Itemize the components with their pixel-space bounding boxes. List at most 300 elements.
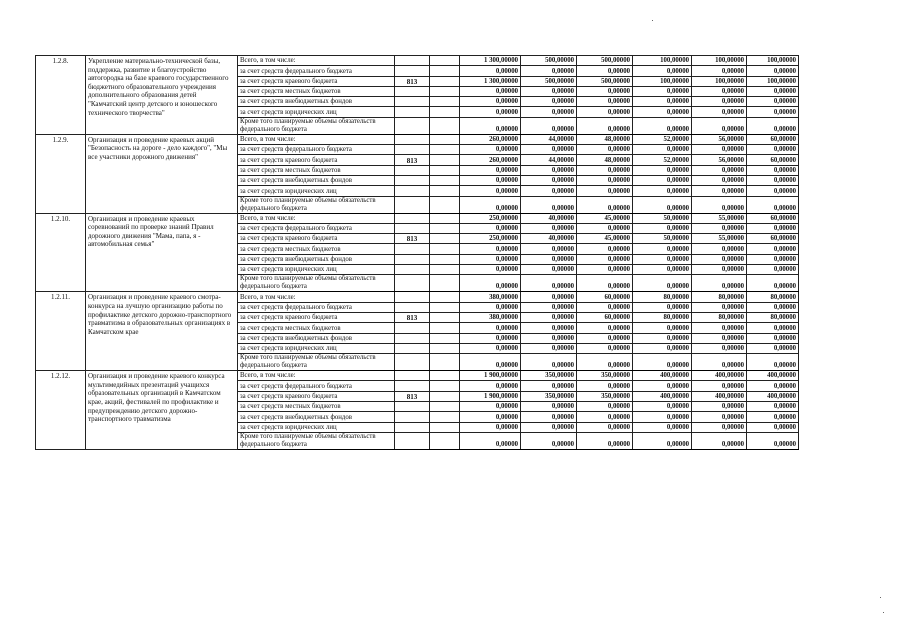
amount-cell: 0,00000 <box>633 402 692 412</box>
amount-cell: 0,00000 <box>521 381 577 391</box>
amount-cell: 80,00000 <box>692 312 747 322</box>
amount-cell: 44,00000 <box>521 134 577 144</box>
measure-name: Организация и проведение краевого смотра-конкурса на лучшую организацию работы по профилактике детского дорожно-транспортного травматизма в образовательных организациях в Камчатском крае <box>86 292 238 371</box>
budget-code <box>395 381 430 391</box>
funding-source: за счет средств юридических лиц <box>238 186 395 196</box>
amount-cell: 0,00000 <box>577 254 633 264</box>
amount-cell: 0,00000 <box>747 343 799 353</box>
amount-cell: 0,00000 <box>460 422 521 432</box>
amount-cell: 0,00000 <box>692 175 747 185</box>
empty-cell <box>430 223 460 233</box>
empty-cell <box>430 265 460 275</box>
empty-cell <box>430 343 460 353</box>
amount-cell: 260,00000 <box>460 134 521 144</box>
amount-cell: 0,00000 <box>692 86 747 96</box>
table-row <box>36 134 799 144</box>
amount-cell: 1 300,00000 <box>460 76 521 86</box>
amount-cell: 0,00000 <box>460 323 521 333</box>
budget-code <box>395 165 430 175</box>
amount-cell: 0,00000 <box>692 117 747 134</box>
amount-cell: 0,00000 <box>692 323 747 333</box>
empty-cell <box>430 76 460 86</box>
amount-cell: 0,00000 <box>521 354 577 371</box>
amount-cell: 0,00000 <box>577 107 633 117</box>
budget-code: 813 <box>395 234 430 244</box>
amount-cell: 250,00000 <box>460 213 521 223</box>
amount-cell: 100,00000 <box>633 76 692 86</box>
amount-cell: 0,00000 <box>460 117 521 134</box>
amount-cell: 40,00000 <box>521 234 577 244</box>
amount-cell: 0,00000 <box>460 412 521 422</box>
amount-cell: 0,00000 <box>633 354 692 371</box>
amount-cell: 0,00000 <box>460 165 521 175</box>
amount-cell: 0,00000 <box>460 145 521 155</box>
amount-cell: 0,00000 <box>521 292 577 302</box>
budget-code <box>395 343 430 353</box>
amount-cell: 60,00000 <box>747 213 799 223</box>
empty-cell <box>430 422 460 432</box>
amount-cell: 0,00000 <box>460 186 521 196</box>
funding-source: за счет средств краевого бюджета <box>238 312 395 322</box>
funding-source: за счет средств внебюджетных фондов <box>238 333 395 343</box>
amount-cell: 80,00000 <box>633 312 692 322</box>
amount-cell: 0,00000 <box>692 97 747 107</box>
amount-cell: 0,00000 <box>633 422 692 432</box>
amount-cell: 0,00000 <box>577 86 633 96</box>
empty-cell <box>430 155 460 165</box>
amount-cell: 0,00000 <box>747 254 799 264</box>
scan-speck <box>652 20 653 21</box>
funding-source: за счет средств краевого бюджета <box>238 155 395 165</box>
amount-cell: 0,00000 <box>577 323 633 333</box>
amount-cell: 400,00000 <box>747 371 799 381</box>
empty-cell <box>430 333 460 343</box>
amount-cell: 0,00000 <box>747 265 799 275</box>
funding-source: за счет средств юридических лиц <box>238 107 395 117</box>
funding-source: за счет средств внебюджетных фондов <box>238 97 395 107</box>
table-row <box>36 213 799 223</box>
amount-cell: 400,00000 <box>692 391 747 401</box>
funding-source: Всего, в том числе: <box>238 371 395 381</box>
empty-cell <box>430 145 460 155</box>
table-row <box>36 371 799 381</box>
budget-code <box>395 402 430 412</box>
amount-cell: 0,00000 <box>577 343 633 353</box>
amount-cell: 0,00000 <box>521 312 577 322</box>
scan-speck <box>883 612 884 613</box>
amount-cell: 0,00000 <box>460 354 521 371</box>
funding-source: Кроме того планируемые объемы обязательств федерального бюджета <box>238 196 395 213</box>
empty-cell <box>430 165 460 175</box>
amount-cell: 0,00000 <box>577 97 633 107</box>
amount-cell: 55,00000 <box>692 213 747 223</box>
budget-code <box>395 86 430 96</box>
amount-cell: 56,00000 <box>692 155 747 165</box>
amount-cell: 500,00000 <box>577 76 633 86</box>
amount-cell: 0,00000 <box>692 333 747 343</box>
amount-cell: 0,00000 <box>633 175 692 185</box>
amount-cell: 0,00000 <box>747 145 799 155</box>
budget-code <box>395 175 430 185</box>
budget-code <box>395 145 430 155</box>
empty-cell <box>430 302 460 312</box>
amount-cell: 0,00000 <box>577 117 633 134</box>
budget-code <box>395 196 430 213</box>
amount-cell: 0,00000 <box>633 381 692 391</box>
empty-cell <box>430 186 460 196</box>
amount-cell: 0,00000 <box>692 265 747 275</box>
budget-code <box>395 302 430 312</box>
amount-cell: 0,00000 <box>521 302 577 312</box>
amount-cell: 0,00000 <box>460 223 521 233</box>
budget-code: 813 <box>395 76 430 86</box>
budget-code <box>395 134 430 144</box>
amount-cell: 60,00000 <box>577 292 633 302</box>
amount-cell: 0,00000 <box>692 302 747 312</box>
item-number: 1.2.10. <box>36 213 86 292</box>
funding-source: Всего, в том числе: <box>238 292 395 302</box>
amount-cell: 0,00000 <box>692 412 747 422</box>
funding-source: за счет средств федерального бюджета <box>238 223 395 233</box>
empty-cell <box>430 86 460 96</box>
amount-cell: 52,00000 <box>633 134 692 144</box>
amount-cell: 0,00000 <box>577 244 633 254</box>
amount-cell: 0,00000 <box>692 145 747 155</box>
amount-cell: 0,00000 <box>747 196 799 213</box>
empty-cell <box>430 97 460 107</box>
amount-cell: 0,00000 <box>633 302 692 312</box>
amount-cell: 0,00000 <box>633 97 692 107</box>
empty-cell <box>430 66 460 76</box>
amount-cell: 0,00000 <box>460 107 521 117</box>
amount-cell: 0,00000 <box>577 354 633 371</box>
empty-cell <box>430 213 460 223</box>
amount-cell: 0,00000 <box>633 196 692 213</box>
amount-cell: 0,00000 <box>577 381 633 391</box>
empty-cell <box>430 292 460 302</box>
amount-cell: 0,00000 <box>692 381 747 391</box>
amount-cell: 0,00000 <box>521 66 577 76</box>
empty-cell <box>430 354 460 371</box>
amount-cell: 0,00000 <box>633 66 692 76</box>
amount-cell: 380,00000 <box>460 292 521 302</box>
budget-code <box>395 117 430 134</box>
amount-cell: 100,00000 <box>692 56 747 66</box>
amount-cell: 0,00000 <box>521 175 577 185</box>
amount-cell: 500,00000 <box>521 56 577 66</box>
funding-source: за счет средств внебюджетных фондов <box>238 412 395 422</box>
funding-source: за счет средств внебюджетных фондов <box>238 254 395 264</box>
funding-source: за счет средств краевого бюджета <box>238 76 395 86</box>
amount-cell: 0,00000 <box>577 275 633 292</box>
amount-cell: 60,00000 <box>747 234 799 244</box>
amount-cell: 0,00000 <box>633 323 692 333</box>
amount-cell: 1 900,00000 <box>460 371 521 381</box>
amount-cell: 0,00000 <box>692 432 747 449</box>
amount-cell: 0,00000 <box>747 97 799 107</box>
amount-cell: 250,00000 <box>460 234 521 244</box>
amount-cell: 0,00000 <box>521 265 577 275</box>
amount-cell: 45,00000 <box>577 234 633 244</box>
amount-cell: 0,00000 <box>692 402 747 412</box>
amount-cell: 0,00000 <box>460 343 521 353</box>
amount-cell: 350,00000 <box>521 391 577 401</box>
amount-cell: 0,00000 <box>460 333 521 343</box>
amount-cell: 0,00000 <box>460 381 521 391</box>
funding-source: за счет средств местных бюджетов <box>238 244 395 254</box>
item-number: 1.2.12. <box>36 371 86 450</box>
amount-cell: 350,00000 <box>577 391 633 401</box>
empty-cell <box>430 234 460 244</box>
item-number: 1.2.9. <box>36 134 86 213</box>
empty-cell <box>430 175 460 185</box>
amount-cell: 0,00000 <box>521 97 577 107</box>
amount-cell: 0,00000 <box>577 66 633 76</box>
amount-cell: 0,00000 <box>577 302 633 312</box>
amount-cell: 0,00000 <box>633 432 692 449</box>
amount-cell: 44,00000 <box>521 155 577 165</box>
amount-cell: 0,00000 <box>747 302 799 312</box>
scan-speck <box>880 597 881 598</box>
amount-cell: 0,00000 <box>692 422 747 432</box>
budget-code <box>395 292 430 302</box>
amount-cell: 0,00000 <box>633 275 692 292</box>
amount-cell: 0,00000 <box>747 223 799 233</box>
amount-cell: 0,00000 <box>521 254 577 264</box>
amount-cell: 0,00000 <box>747 66 799 76</box>
amount-cell: 1 300,00000 <box>460 56 521 66</box>
amount-cell: 400,00000 <box>633 391 692 401</box>
amount-cell: 0,00000 <box>633 107 692 117</box>
amount-cell: 0,00000 <box>460 275 521 292</box>
budget-code <box>395 186 430 196</box>
amount-cell: 0,00000 <box>747 275 799 292</box>
amount-cell: 0,00000 <box>577 196 633 213</box>
amount-cell: 52,00000 <box>633 155 692 165</box>
funding-source: Всего, в том числе: <box>238 134 395 144</box>
budget-code <box>395 56 430 66</box>
amount-cell: 0,00000 <box>460 302 521 312</box>
amount-cell: 0,00000 <box>521 186 577 196</box>
amount-cell: 0,00000 <box>521 422 577 432</box>
budget-code <box>395 244 430 254</box>
funding-source: за счет средств местных бюджетов <box>238 402 395 412</box>
amount-cell: 0,00000 <box>521 412 577 422</box>
empty-cell <box>430 402 460 412</box>
empty-cell <box>430 244 460 254</box>
budget-code: 813 <box>395 391 430 401</box>
amount-cell: 0,00000 <box>747 244 799 254</box>
empty-cell <box>430 381 460 391</box>
amount-cell: 350,00000 <box>577 371 633 381</box>
amount-cell: 0,00000 <box>633 265 692 275</box>
amount-cell: 0,00000 <box>460 432 521 449</box>
funding-source: за счет средств краевого бюджета <box>238 234 395 244</box>
amount-cell: 0,00000 <box>460 196 521 213</box>
funding-source: за счет средств юридических лиц <box>238 343 395 353</box>
funding-source: за счет средств федерального бюджета <box>238 66 395 76</box>
amount-cell: 0,00000 <box>747 402 799 412</box>
amount-cell: 0,00000 <box>521 343 577 353</box>
budget-code <box>395 422 430 432</box>
amount-cell: 500,00000 <box>521 76 577 86</box>
funding-source: за счет средств местных бюджетов <box>238 86 395 96</box>
amount-cell: 56,00000 <box>692 134 747 144</box>
empty-cell <box>430 391 460 401</box>
funding-source: Всего, в том числе: <box>238 213 395 223</box>
amount-cell: 80,00000 <box>747 292 799 302</box>
amount-cell: 0,00000 <box>692 275 747 292</box>
amount-cell: 0,00000 <box>577 422 633 432</box>
empty-cell <box>430 275 460 292</box>
amount-cell: 0,00000 <box>692 343 747 353</box>
amount-cell: 100,00000 <box>692 76 747 86</box>
funding-source: за счет средств федерального бюджета <box>238 145 395 155</box>
budget-code: 813 <box>395 312 430 322</box>
amount-cell: 0,00000 <box>521 223 577 233</box>
amount-cell: 0,00000 <box>747 323 799 333</box>
budget-code <box>395 107 430 117</box>
funding-source: Кроме того планируемые объемы обязательств федерального бюджета <box>238 354 395 371</box>
amount-cell: 100,00000 <box>747 56 799 66</box>
amount-cell: 0,00000 <box>692 107 747 117</box>
budget-code <box>395 412 430 422</box>
budget-code <box>395 254 430 264</box>
amount-cell: 0,00000 <box>692 354 747 371</box>
amount-cell: 0,00000 <box>747 165 799 175</box>
amount-cell: 0,00000 <box>747 186 799 196</box>
amount-cell: 0,00000 <box>521 275 577 292</box>
amount-cell: 60,00000 <box>747 155 799 165</box>
amount-cell: 0,00000 <box>633 223 692 233</box>
amount-cell: 0,00000 <box>577 412 633 422</box>
funding-source: Всего, в том числе: <box>238 56 395 66</box>
amount-cell: 80,00000 <box>692 292 747 302</box>
amount-cell: 0,00000 <box>521 117 577 134</box>
amount-cell: 48,00000 <box>577 134 633 144</box>
amount-cell: 0,00000 <box>633 117 692 134</box>
funding-source: за счет средств краевого бюджета <box>238 391 395 401</box>
amount-cell: 0,00000 <box>460 97 521 107</box>
amount-cell: 0,00000 <box>460 265 521 275</box>
amount-cell: 0,00000 <box>692 165 747 175</box>
amount-cell: 0,00000 <box>692 196 747 213</box>
amount-cell: 50,00000 <box>633 213 692 223</box>
funding-source: Кроме того планируемые объемы обязательств федерального бюджета <box>238 432 395 449</box>
amount-cell: 0,00000 <box>577 175 633 185</box>
budget-table <box>35 55 799 450</box>
amount-cell: 0,00000 <box>577 223 633 233</box>
amount-cell: 0,00000 <box>633 254 692 264</box>
amount-cell: 0,00000 <box>747 412 799 422</box>
amount-cell: 0,00000 <box>692 186 747 196</box>
budget-code <box>395 265 430 275</box>
amount-cell: 50,00000 <box>633 234 692 244</box>
amount-cell: 0,00000 <box>521 432 577 449</box>
amount-cell: 1 900,00000 <box>460 391 521 401</box>
amount-cell: 0,00000 <box>633 186 692 196</box>
amount-cell: 0,00000 <box>577 186 633 196</box>
amount-cell: 0,00000 <box>633 86 692 96</box>
empty-cell <box>430 196 460 213</box>
amount-cell: 0,00000 <box>747 333 799 343</box>
amount-cell: 0,00000 <box>747 432 799 449</box>
amount-cell: 0,00000 <box>692 223 747 233</box>
amount-cell: 0,00000 <box>577 333 633 343</box>
budget-code: 813 <box>395 155 430 165</box>
amount-cell: 400,00000 <box>747 391 799 401</box>
empty-cell <box>430 432 460 449</box>
empty-cell <box>430 312 460 322</box>
empty-cell <box>430 56 460 66</box>
budget-code <box>395 275 430 292</box>
amount-cell: 0,00000 <box>747 107 799 117</box>
measure-name: Укрепление материально-технической базы, поддержка, развитие и благоустройство автогородка на базе краевого государственного бюджетного образовательного учреждения дополнительного образования детей "Камчатский центр детского и юношеского технического творчества" <box>86 56 238 135</box>
measure-name: Организация и проведение краевых соревнований по проверке знаний Правил дорожного движения "Мама, папа, я - автомобильная семья" <box>86 213 238 292</box>
amount-cell: 0,00000 <box>633 165 692 175</box>
amount-cell: 0,00000 <box>521 323 577 333</box>
budget-code <box>395 97 430 107</box>
budget-code <box>395 371 430 381</box>
amount-cell: 0,00000 <box>747 117 799 134</box>
empty-cell <box>430 323 460 333</box>
measure-name: Организация и проведение краевых акций "Безопасность на дороге - дело каждого", "Мы все участники дорожного движения" <box>86 134 238 213</box>
amount-cell: 0,00000 <box>460 175 521 185</box>
amount-cell: 0,00000 <box>577 145 633 155</box>
budget-table-body <box>36 56 799 450</box>
amount-cell: 0,00000 <box>460 66 521 76</box>
funding-source: за счет средств местных бюджетов <box>238 165 395 175</box>
amount-cell: 0,00000 <box>460 244 521 254</box>
amount-cell: 0,00000 <box>633 145 692 155</box>
amount-cell: 0,00000 <box>521 107 577 117</box>
funding-source: за счет средств местных бюджетов <box>238 323 395 333</box>
empty-cell <box>430 371 460 381</box>
amount-cell: 260,00000 <box>460 155 521 165</box>
amount-cell: 0,00000 <box>577 432 633 449</box>
amount-cell: 55,00000 <box>692 234 747 244</box>
amount-cell: 0,00000 <box>633 244 692 254</box>
funding-source: за счет средств федерального бюджета <box>238 381 395 391</box>
amount-cell: 60,00000 <box>747 134 799 144</box>
budget-code <box>395 333 430 343</box>
amount-cell: 0,00000 <box>577 165 633 175</box>
amount-cell: 0,00000 <box>692 66 747 76</box>
amount-cell: 0,00000 <box>747 381 799 391</box>
amount-cell: 0,00000 <box>521 402 577 412</box>
amount-cell: 0,00000 <box>521 196 577 213</box>
funding-source: за счет средств внебюджетных фондов <box>238 175 395 185</box>
item-number: 1.2.11. <box>36 292 86 371</box>
budget-code <box>395 323 430 333</box>
amount-cell: 0,00000 <box>747 354 799 371</box>
amount-cell: 0,00000 <box>747 86 799 96</box>
empty-cell <box>430 134 460 144</box>
table-row <box>36 56 799 66</box>
amount-cell: 500,00000 <box>577 56 633 66</box>
amount-cell: 0,00000 <box>521 145 577 155</box>
funding-source: за счет средств юридических лиц <box>238 265 395 275</box>
funding-source: Кроме того планируемые объемы обязательств федерального бюджета <box>238 275 395 292</box>
amount-cell: 0,00000 <box>633 333 692 343</box>
budget-code <box>395 223 430 233</box>
amount-cell: 45,00000 <box>577 213 633 223</box>
amount-cell: 48,00000 <box>577 155 633 165</box>
amount-cell: 0,00000 <box>747 422 799 432</box>
measure-name: Организация и проведение краевого конкурса мультимедийных презентаций учащихся образовательных организаций в Камчатском крае, акций, фестивалей по профилактике и предупреждению детского дорожно-транспортного травматизма <box>86 371 238 450</box>
amount-cell: 0,00000 <box>577 402 633 412</box>
empty-cell <box>430 254 460 264</box>
